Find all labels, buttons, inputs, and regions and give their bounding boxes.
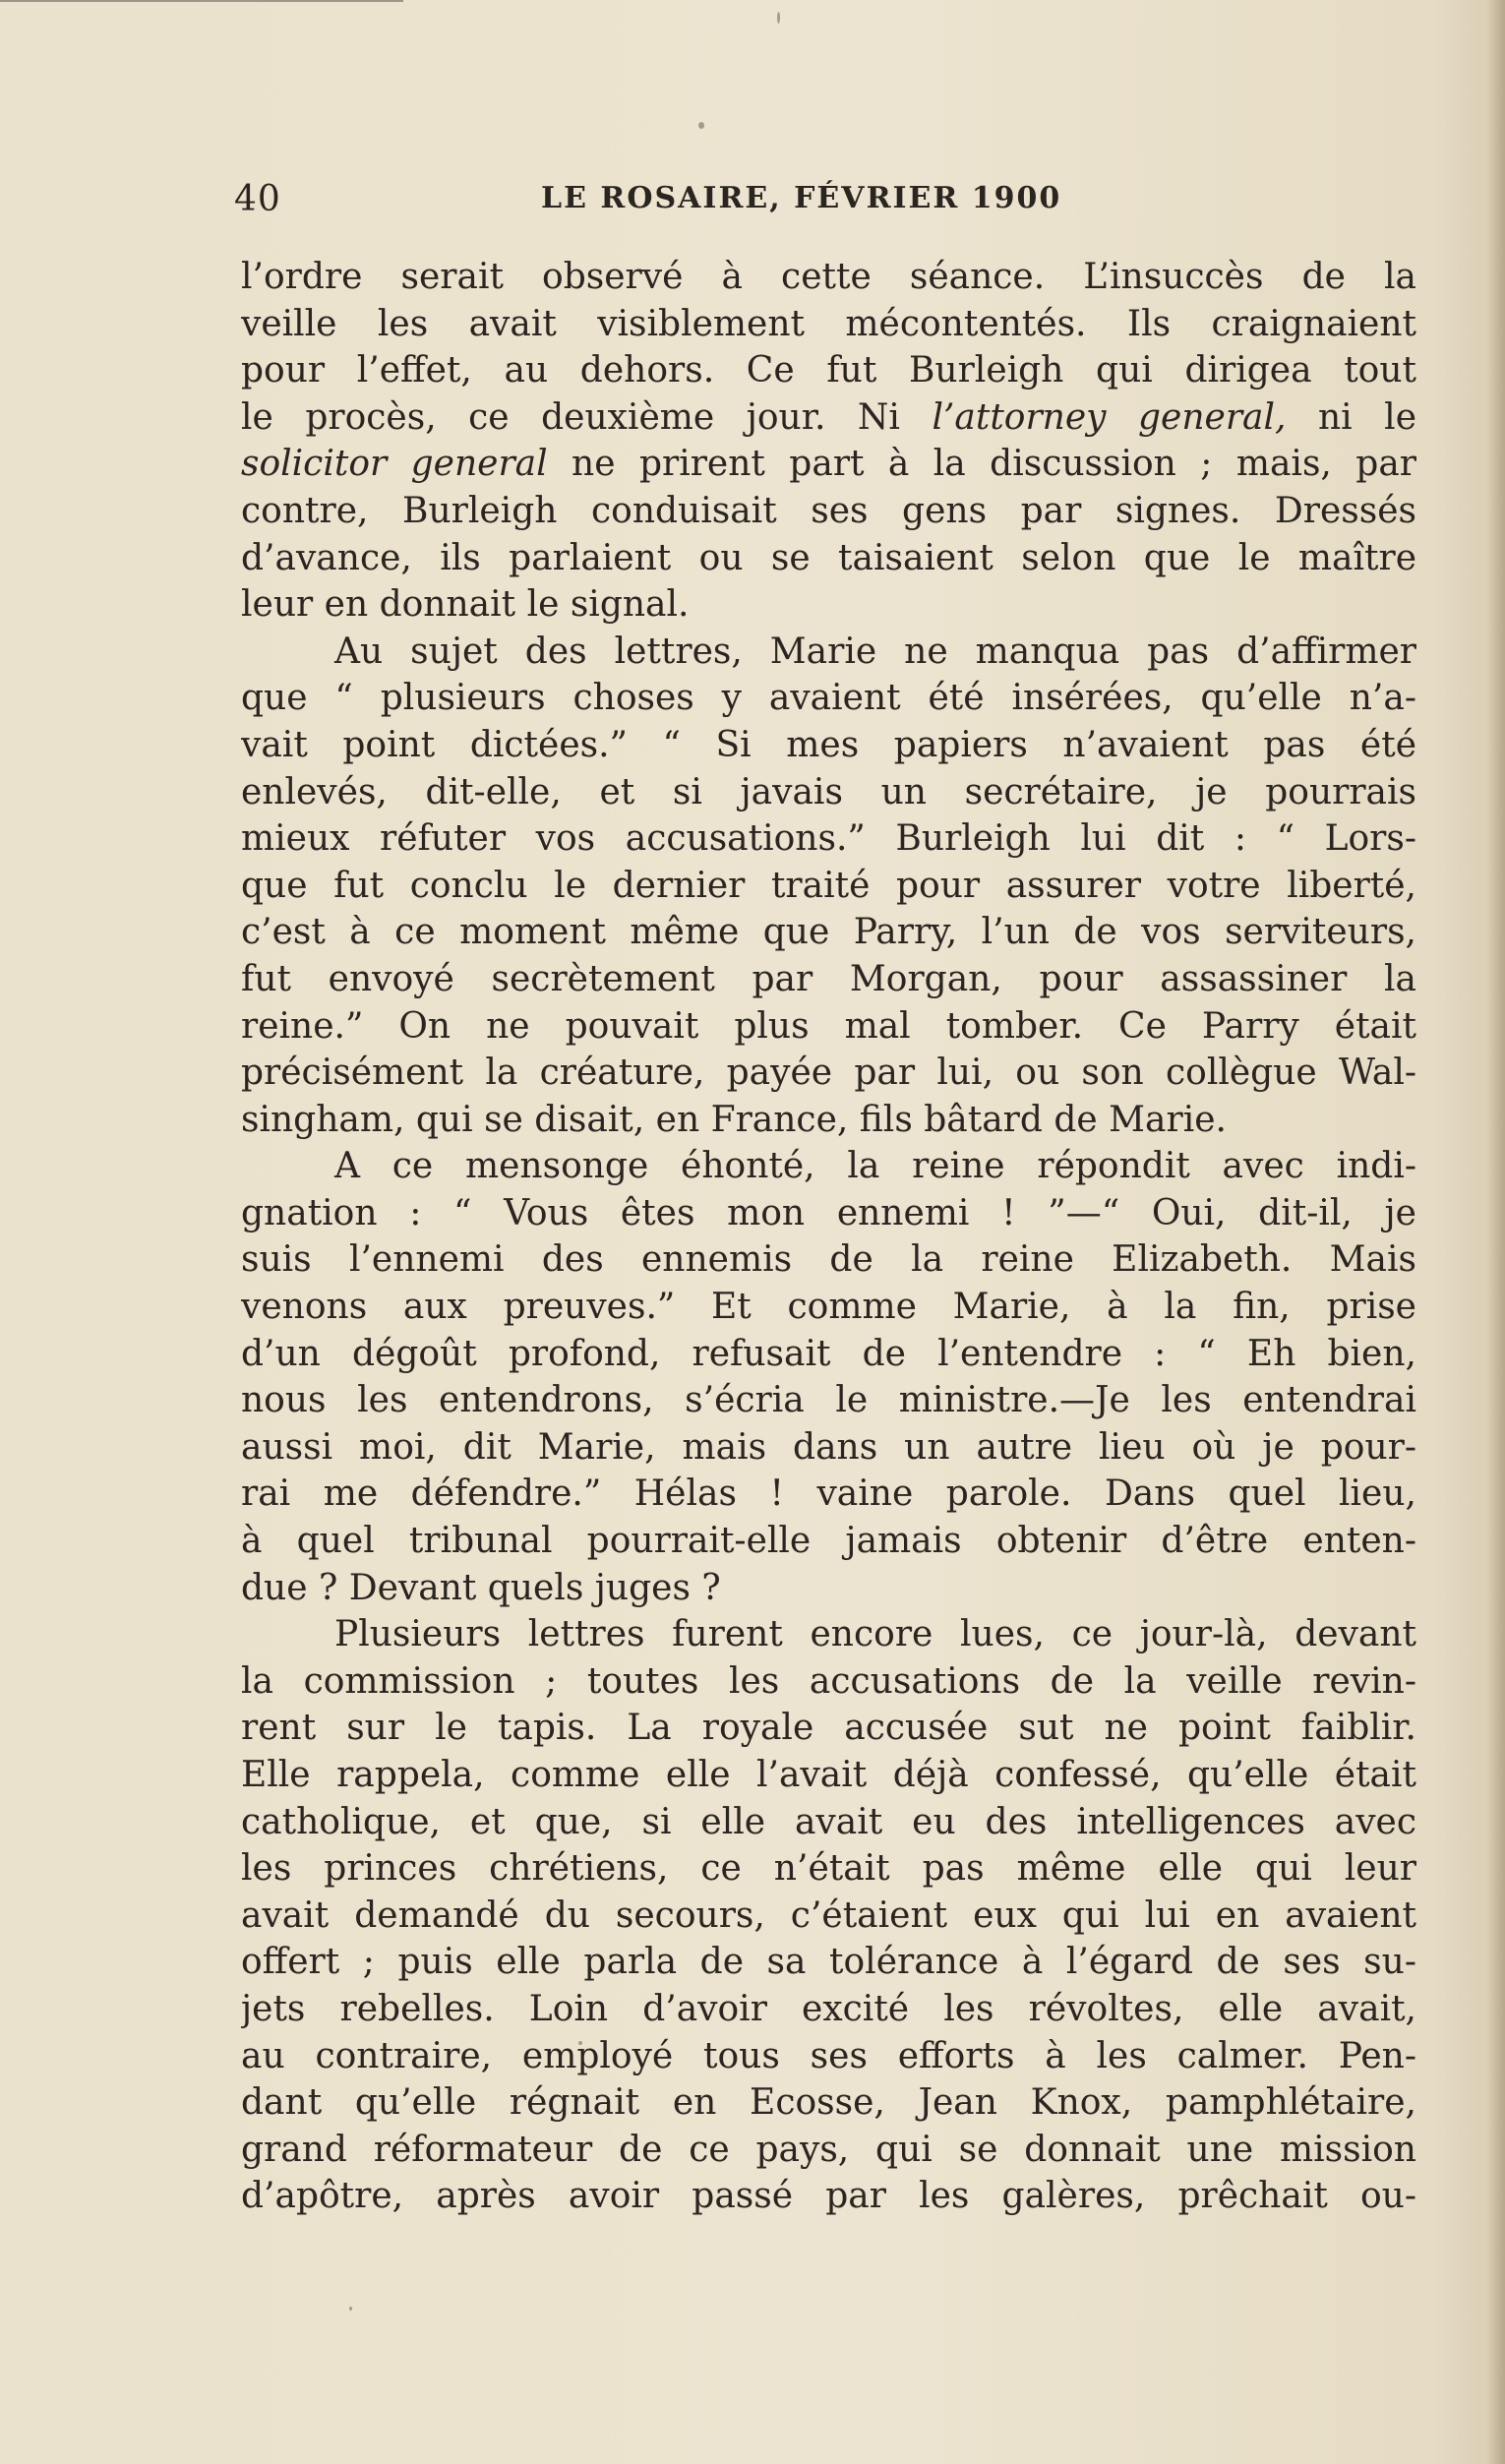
text-line	[241, 1518, 1416, 1565]
text-segment: que “ plusieurs choses y avaient été insérées, qu’elle n’a-	[241, 678, 1416, 719]
text-line	[241, 1284, 1416, 1331]
text-segment: gnation : “ Vous êtes mon ennemi ! ”—“ Oui, dit-il, je	[241, 1192, 1416, 1233]
text-segment: le procès, ce deuxième jour. Ni	[241, 396, 933, 438]
text-segment: due ? Devant quels juges ?	[241, 1567, 721, 1608]
text-line	[241, 301, 1416, 348]
running-head: LE ROSAIRE, FÉVRIER 1900	[541, 181, 1062, 215]
text-segment: c’est à ce moment même que Parry, l’un de vos serviteurs,	[241, 912, 1416, 953]
text-line	[241, 629, 1416, 676]
text-segment: aussi moi, dit Marie, mais dans un autre lieu où je pour-	[241, 1426, 1416, 1468]
text-segment: enlevés, dit-elle, et si javais un secrétaire, je pourrais	[241, 771, 1416, 812]
text-line	[241, 1845, 1416, 1893]
text-segment: à quel tribunal pourrait-elle jamais obtenir d’être enten-	[241, 1521, 1416, 1562]
text-line	[241, 488, 1416, 535]
text-segment: rent sur le tapis. La royale accusée sut ne point faiblir.	[241, 1708, 1416, 1749]
text-segment: Plusieurs lettres furent encore lues, ce jour-là, devant	[334, 1614, 1416, 1655]
text-line	[241, 347, 1416, 394]
text-line	[241, 1236, 1416, 1284]
text-line	[241, 1611, 1416, 1658]
italic-term: solicitor general	[241, 444, 548, 485]
text-line	[241, 394, 1416, 442]
text-segment: vait point dictées.” “ Si mes papiers n’avaient pas été	[241, 724, 1416, 765]
text-line	[241, 1424, 1416, 1472]
text-line	[241, 1471, 1416, 1518]
text-line	[241, 2127, 1416, 2174]
text-line	[241, 1658, 1416, 1706]
text-segment: offert ; puis elle parla de sa tolérance à l’égard de ses su-	[241, 1942, 1416, 1983]
text-segment: d’un dégoût profond, refusait de l’entendre : “ Eh bien,	[241, 1333, 1416, 1374]
text-line	[241, 1331, 1416, 1378]
text-line	[241, 863, 1416, 910]
text-segment: l’ordre serait observé à cette séance. L’insuccès de la	[241, 257, 1416, 297]
text-segment: que fut conclu le dernier traité pour assurer votre liberté,	[241, 865, 1416, 906]
text-line	[241, 1190, 1416, 1237]
text-line	[241, 441, 1416, 488]
ink-speck	[698, 122, 704, 129]
text-line	[241, 1003, 1416, 1051]
text-line	[241, 1097, 1416, 1144]
text-line	[241, 1986, 1416, 2033]
text-segment: pour l’effet, au dehors. Ce fut Burleigh qui dirigea tout	[241, 350, 1416, 391]
text-segment: veille les avait visiblement mécontentés. Ils craignaient	[241, 303, 1416, 344]
text-line	[241, 581, 1416, 629]
text-line	[241, 909, 1416, 956]
text-line	[241, 2079, 1416, 2127]
text-line	[241, 1565, 1416, 1612]
text-segment: catholique, et que, si elle avait eu des intelligences avec	[241, 1801, 1416, 1842]
ink-speck	[349, 2307, 352, 2311]
text-segment: ni le	[1286, 396, 1416, 438]
text-line	[241, 1377, 1416, 1424]
text-segment: A ce mensonge éhonté, la reine répondit avec indi-	[334, 1146, 1416, 1187]
text-segment: singham, qui se disait, en France, fils bâtard de Marie.	[241, 1099, 1227, 1140]
text-segment: ne prirent part à la discussion ; mais, par	[547, 444, 1416, 485]
text-line	[241, 1799, 1416, 1846]
text-segment: la commission ; toutes les accusations de la veille revin-	[241, 1660, 1416, 1702]
text-segment: grand réformateur de ce pays, qui se donnait une mission	[241, 2129, 1416, 2170]
text-line	[241, 1752, 1416, 1799]
body-text	[241, 254, 1416, 2220]
text-line	[241, 675, 1416, 722]
text-line	[241, 1893, 1416, 1940]
text-segment: dant qu’elle régnait en Ecosse, Jean Knox, pamphlétaire,	[241, 2082, 1416, 2124]
text-segment: reine.” On ne pouvait plus mal tomber. Ce Parry était	[241, 1005, 1416, 1047]
page-edge-shadow	[1487, 0, 1505, 2464]
text-line	[241, 1939, 1416, 1986]
text-segment: rai me défendre.” Hélas ! vaine parole. Dans quel lieu,	[241, 1473, 1416, 1515]
text-line	[241, 2033, 1416, 2080]
text-segment: Au sujet des lettres, Marie ne manqua pas d’affirmer	[334, 631, 1416, 672]
ink-speck	[777, 12, 780, 24]
text-segment: contre, Burleigh conduisait ses gens par signes. Dressés	[241, 490, 1416, 531]
text-line	[241, 815, 1416, 863]
text-line	[241, 956, 1416, 1003]
text-line	[241, 254, 1416, 301]
text-line	[241, 1143, 1416, 1190]
page-number: 40	[234, 179, 281, 219]
text-segment: d’avance, ils parlaient ou se taisaient selon que le maître	[241, 537, 1416, 578]
text-segment: mieux réfuter vos accusations.” Burleigh lui dit : “ Lors-	[241, 818, 1416, 860]
text-line	[241, 2173, 1416, 2220]
text-segment: au contraire, employé tous ses efforts à les calmer. Pen-	[241, 2035, 1416, 2076]
text-segment: nous les entendrons, s’écria le ministre.—Je les entendrai	[241, 1380, 1416, 1421]
text-segment: Elle rappela, comme elle l’avait déjà confessé, qu’elle était	[241, 1755, 1416, 1795]
text-segment: d’apôtre, après avoir passé par les galères, prêchait ou-	[241, 2176, 1416, 2217]
text-segment: venons aux preuves.” Et comme Marie, à la fin, prise	[241, 1287, 1416, 1328]
text-line	[241, 535, 1416, 582]
text-segment: avait demandé du secours, c’étaient eux qui lui en avaient	[241, 1894, 1416, 1936]
top-edge-rule	[0, 0, 403, 2]
text-segment: précisément la créature, payée par lui, ou son collègue Wal-	[241, 1052, 1416, 1094]
text-segment: fut envoyé secrètement par Morgan, pour assassiner la	[241, 958, 1416, 999]
text-line	[241, 1050, 1416, 1097]
text-segment: suis l’ennemi des ennemis de la reine Elizabeth. Mais	[241, 1239, 1416, 1281]
text-line	[241, 1705, 1416, 1752]
text-segment: les princes chrétiens, ce n’était pas même elle qui leur	[241, 1848, 1416, 1890]
page-header	[234, 173, 1415, 222]
text-line	[241, 769, 1416, 816]
text-segment: leur en donnait le signal.	[241, 584, 690, 626]
italic-term: l’attorney general,	[932, 396, 1287, 438]
text-line	[241, 722, 1416, 769]
text-segment: jets rebelles. Loin d’avoir excité les révoltes, elle avait,	[241, 1988, 1416, 2029]
